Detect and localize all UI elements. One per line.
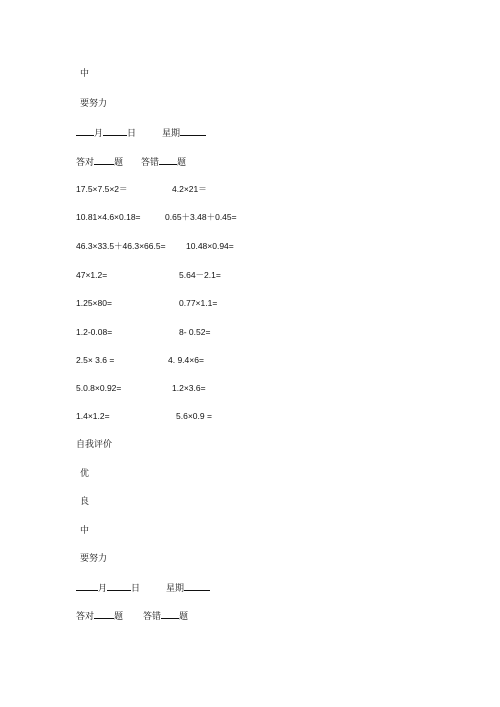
day-label: 日 xyxy=(131,583,141,593)
correct-blank xyxy=(94,155,114,165)
day-label: 日 xyxy=(127,128,137,138)
date-line-bottom xyxy=(76,581,210,594)
score-line-bottom xyxy=(76,609,188,622)
week-blank xyxy=(180,126,206,136)
correct-label: 答对 xyxy=(76,611,95,621)
correct-unit: 题 xyxy=(114,611,124,621)
problem-left-2: 10.81×4.6×0.18= xyxy=(76,212,141,222)
day-blank xyxy=(107,581,131,591)
score-line xyxy=(76,155,186,168)
grade-zhong: 中 xyxy=(80,68,90,78)
problem-right-6: 8- 0.52= xyxy=(179,327,211,337)
month-blank xyxy=(76,581,98,591)
grade-zhong-bottom: 中 xyxy=(80,525,90,535)
correct-label: 答对 xyxy=(76,157,95,167)
correct-blank xyxy=(94,609,114,619)
problem-left-6: 1.2-0.08= xyxy=(76,327,113,337)
problem-right-3: 10.48×0.94= xyxy=(186,241,234,251)
problem-right-7: 4. 9.4×6= xyxy=(168,355,204,365)
month-label: 月 xyxy=(94,128,104,138)
problem-left-8: 5.0.8×0.92= xyxy=(76,383,122,393)
wrong-unit: 题 xyxy=(179,611,189,621)
problem-right-5: 0.77×1.1= xyxy=(179,298,218,308)
problem-left-4: 47×1.2= xyxy=(76,270,108,280)
grade-yaonuli-bottom: 要努力 xyxy=(80,553,108,563)
problem-left-9: 1.4×1.2= xyxy=(76,411,110,421)
wrong-label: 答错 xyxy=(143,611,162,621)
wrong-label: 答错 xyxy=(141,157,160,167)
self-eval-heading: 自我评价 xyxy=(76,439,113,449)
grade-you: 优 xyxy=(80,468,90,478)
month-label: 月 xyxy=(98,583,108,593)
grade-liang: 良 xyxy=(80,496,90,506)
month-blank xyxy=(76,126,94,136)
problem-right-9: 5.6×0.9 = xyxy=(176,411,212,421)
week-blank xyxy=(184,581,210,591)
week-label: 星期 xyxy=(162,128,181,138)
wrong-blank xyxy=(161,609,179,619)
problem-left-7: 2.5× 3.6 = xyxy=(76,355,115,365)
day-blank xyxy=(103,126,127,136)
problem-left-5: 1.25×80= xyxy=(76,298,112,308)
problem-left-1: 17.5×7.5×2＝ xyxy=(76,184,128,194)
problem-right-4: 5.64－2.1= xyxy=(179,270,221,280)
problem-right-8: 1.2×3.6= xyxy=(172,383,206,393)
problem-left-3: 46.3×33.5＋46.3×66.5= xyxy=(76,241,166,251)
problem-right-1: 4.2×21＝ xyxy=(172,184,207,194)
date-line xyxy=(76,126,206,139)
wrong-blank xyxy=(159,155,177,165)
week-label: 星期 xyxy=(166,583,185,593)
correct-unit: 题 xyxy=(114,157,124,167)
grade-yaonuli: 要努力 xyxy=(80,98,108,108)
problem-right-2: 0.65＋3.48＋0.45= xyxy=(165,212,237,222)
wrong-unit: 题 xyxy=(177,157,187,167)
